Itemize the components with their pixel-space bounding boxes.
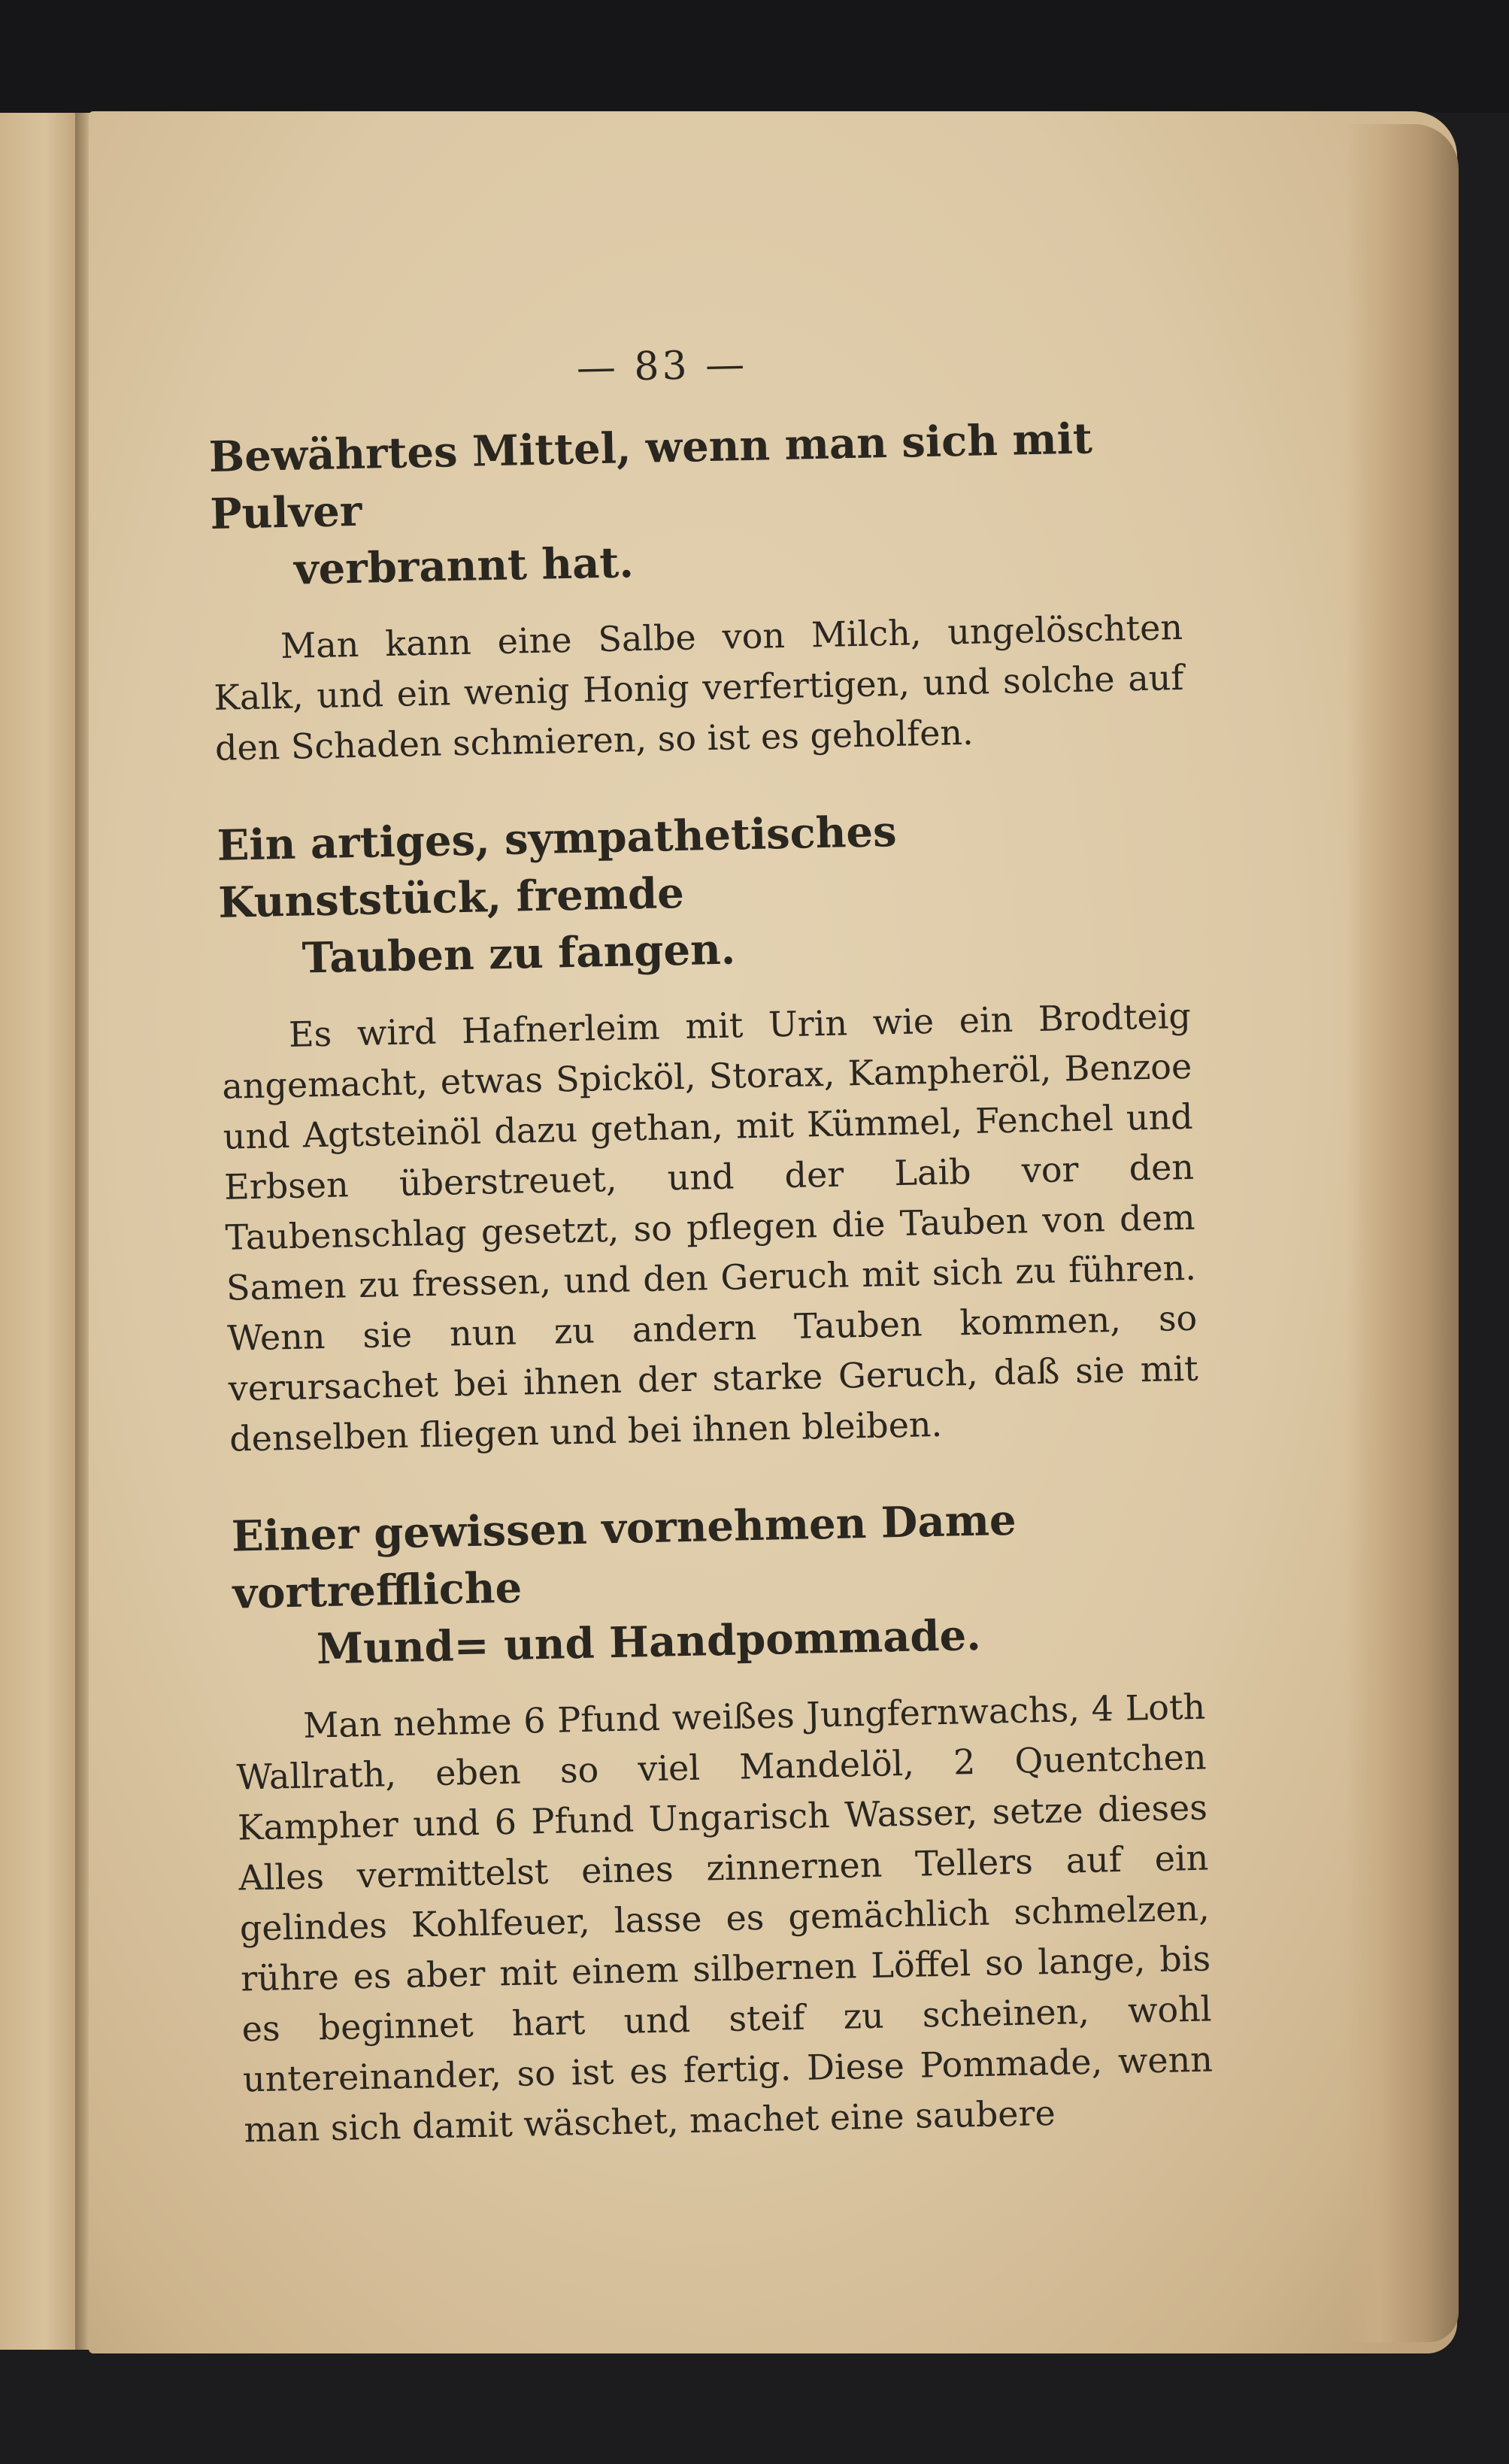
page-text [207,333,1214,2155]
heading-line: Tauben zu fangen. [301,924,736,983]
section-body-1: Man kann eine Salbe von Milch, ungelöschten Kalk, und ein wenig Honig verfertigen, und solche auf den Schaden schmieren, so ist es geholfen. [214,606,1184,768]
section-heading-2 [217,797,1189,989]
section-body-3: Man nehme 6 Pfund weißes Jungfernwachs, 4 Loth Wallrath, eben so viel Mandelöl, 2 Quentchen Kampher und 6 Pfund Ungarisch Wasser, setze dieses Alles vermittelst eines zinnernen Tellers auf ein gelindes Kohlfeuer, lasse es gemächlich schmelzen, rühre es aber mit einem silbernen Löffel so lange, bis es beginnet hart und steif zu scheinen, wohl untereinander, so ist es fertig. Diese Pommade, wenn man sich damit wäschet, machet eine saubere [236,1686,1214,2150]
left-page-edge [0,113,81,2350]
page-number: — 83 — [576,341,748,391]
section-heading-1 [208,408,1181,600]
heading-line: Mund= und Handpommade. [316,1610,982,1674]
page-stack-edge [1346,124,1459,2342]
section-heading-3 [231,1488,1204,1680]
section-body-2: Es wird Hafnerleim mit Urin wie ein Brodteig angemacht, etwas Spicköl, Storax, Kampheröl, Benzoe und Agtsteinöl dazu gethan, mit Kümmel, Fenchel und Erbsen überstreuet, und der Laib vor den Taubenschlag gesetzt, so pflegen die Tauben von dem Samen zu fressen, und den Geruch mit sich zu führen. Wenn sie nun zu andern Tauben kommen, so verursachet bei ihnen der starke Geruch, daß sie mit denselben fliegen und bei ihnen bleiben. [221,995,1199,1459]
heading-line: Einer gewissen vornehmen Dame vortreffliche [231,1495,1017,1619]
background-shadow [0,0,1509,113]
heading-line: verbrannt hat. [293,538,635,595]
heading-line: Ein artiges, sympathetisches Kunststück, fremde [217,806,898,928]
heading-line: Bewährtes Mittel, wenn man sich mit Pulver [208,414,1093,539]
